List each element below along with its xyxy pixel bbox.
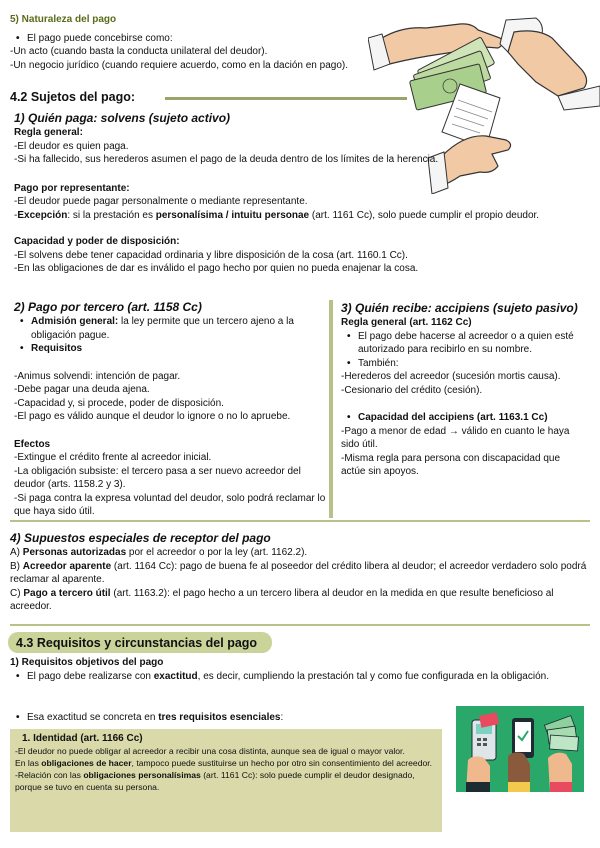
identidad-l3-pre: -Relación con las [15,770,84,780]
naturaleza-line-2: -Un negocio jurídico (cuando requiere acuerdo, como en la dación en pago). [10,59,348,71]
solvens-rep-line-1: -El deudor puede pagar personalmente o mediante representante. [14,196,308,207]
efecto-item: -Si paga contra la expresa voluntad del deudor, solo podrá reclamar lo que haya sido útil. [14,492,326,517]
bullet2-rest: : [280,712,284,723]
excepcion-bold: personalísima / intuitu personae [155,209,310,221]
supuestos-title: 4) Supuestos especiales de receptor del pago [10,531,271,545]
bullet1-bold: exactitud [153,670,198,682]
identidad-l3-rest: (art. 1161 Cc): solo puede cumplir el deudor designado, porque se tuvo en cuenta su persona. [15,770,415,792]
requisitos-heading-pill [8,632,272,653]
identidad-line-2 [15,757,438,769]
accipiens-cap-line-1: -Pago a menor de edad → válido en cuanto le haya sido útil. [341,425,570,450]
accipiens-cap-line-2: -Misma regla para persona con discapacidad que actúe sin apoyos. [341,452,561,477]
accipiens-bullet-1: • El pago debe hacerse al acreedor o a quien esté autorizado para recibirlo en su nombre. [341,330,581,357]
requisito-item: -El pago es válido aunque el deudor lo ignore o no lo apruebe. [14,411,291,422]
solvens-regla-line-1: -El deudor es quien paga. [14,140,129,152]
tercero-admision [14,315,326,342]
supuesto-a-rest: por el acreedor o por la ley (art. 1162.2). [126,547,308,558]
tercero-title: 2) Pago por tercero (art. 1158 Cc) [14,300,202,314]
bullet1-rest: , es decir, cumpliendo la prestación tal y como fue configurada en la obligación. [197,670,549,682]
tercero-requisitos-label: • Requisitos [14,342,326,356]
solvens-regla-line-2: -Si ha fallecido, sus herederos asumen el pago de la deuda dentro de los límites de la herencia. [14,154,439,165]
requisitos-bullet-2 [10,711,467,725]
tercero-efectos-label: Efectos [14,438,51,450]
bullet1-pre: El pago debe realizarse con [27,670,154,682]
excepcion-mid: : si la prestación es [67,209,156,221]
supuesto-b [10,560,590,587]
solvens-capacidad-label: Capacidad y poder de disposición: [14,236,180,247]
supuesto-c [10,587,590,614]
supuesto-c-rest: (art. 1163.2): el pago hecho a un tercero libera al deudor en la medida en que resulte beneficioso al acreedor. [10,587,554,612]
identidad-line-1: -El deudor no puede obligar al acreedor a recibir una cosa distinta, aunque sea de igual o mayor valor. [15,746,405,756]
requisitos-bullet-1 [10,670,575,684]
supuesto-b-prefix: B) [10,560,23,572]
accipiens-line-1: -Herederos del acreedor (sucesión mortis causa). [341,371,561,382]
accipiens-capacidad: • Capacidad del accipiens (art. 1163.1 Cc) [341,411,581,425]
section-rule-2 [10,624,590,626]
sujetos-heading: 4.2 Sujetos del pago: [10,90,136,104]
supuesto-b-rest: (art. 1164 Cc): pago de buena fe al poseedor del crédito libera al deudor; el acreedor verdadero solo podrá reclamar al aparente. [10,560,587,585]
tercero-section [14,300,326,519]
requisito-item: -Debe pagar una deuda ajena. [14,384,150,395]
column-divider [329,300,333,518]
supuesto-a [10,546,590,560]
naturaleza-bullet: • El pago puede concebirse como: [10,32,405,46]
excepcion-rest: (art. 1161 Cc), solo puede cumplir el propio deudor. [309,209,540,221]
naturaleza-title: 5) Naturaleza del pago [10,14,117,25]
requisitos-section [10,656,565,683]
identidad-l2-bold: obligaciones de hacer [41,758,132,768]
accipiens-regla: Regla general (art. 1162 Cc) [341,317,472,328]
efecto-item: -Extingue el crédito frente al acreedor inicial. [14,452,212,463]
identidad-box [10,729,442,832]
solvens-section [14,111,589,276]
tercero-requisitos-list [14,370,326,424]
identidad-l2-rest: , tampoco puede sustituirse un hecho por otro sin consentimiento del acreedor. [131,758,433,768]
identidad-l3-bold: obligaciones personalísimas [83,770,201,780]
identidad-line-3 [15,769,438,793]
solvens-regla-label: Regla general: [14,127,83,138]
solvens-rep-label: Pago por representante: [14,182,130,194]
admision-text: la ley permite que un tercero ajeno a la obligación pague. [31,316,294,341]
accipiens-line-2: -Cesionario del crédito (cesión). [341,384,483,396]
accipiens-bullet-2: • También: [341,357,581,371]
naturaleza-line-1: -Un acto (cuando basta la conducta unilateral del deudor). [10,46,268,57]
identidad-l2-pre: En las [15,758,42,768]
payment-methods-illustration [456,706,584,792]
naturaleza-section [10,13,405,72]
requisitos-subtitle: 1) Requisitos objetivos del pago [10,657,164,668]
supuesto-b-bold: Acreedor aparente [22,560,112,572]
solvens-capacidad-line-2: -En las obligaciones de dar es inválido el pago hecho por quien no pueda enajenar la cosa. [14,263,419,274]
excepcion-prefix: - [14,209,18,221]
solvens-capacidad-line-1: -El solvens debe tener capacidad ordinaria y libre disposición de la cosa (art. 1160.1 Cc). [14,249,408,261]
section-rule-1 [10,520,590,522]
requisitos-heading: 4.3 Requisitos y circunstancias del pago [16,636,258,650]
supuesto-c-prefix: C) [10,587,24,599]
supuestos-section [10,531,590,614]
supuesto-a-bold: Personas autorizadas [22,547,127,558]
solvens-excepcion [14,209,559,223]
bullet2-pre: Esa exactitud se concreta en [27,712,159,723]
sujetos-rule [165,97,407,100]
supuesto-c-bold: Pago a tercero útil [23,587,111,599]
requisito-item: -Animus solvendi: intención de pagar. [14,370,181,382]
supuesto-a-prefix: A) [10,547,23,558]
admision-label: Admisión general: [31,316,119,327]
accipiens-title: 3) Quién recibe: accipiens (sujeto pasivo) [341,301,578,315]
accipiens-section [341,301,581,479]
efecto-item: -La obligación subsiste: el tercero pasa a ser nuevo acreedor del deudor (arts. 1158.2 y 3). [14,465,301,490]
bullet2-bold: tres requisitos esenciales [158,712,281,723]
solvens-title: 1) Quién paga: solvens (sujeto activo) [14,111,231,125]
identidad-title: 1. Identidad (art. 1166 Cc) [22,733,143,744]
requisito-item: -Capacidad y, si procede, poder de disposición. [14,397,224,409]
excepcion-label: Excepción [17,209,68,221]
